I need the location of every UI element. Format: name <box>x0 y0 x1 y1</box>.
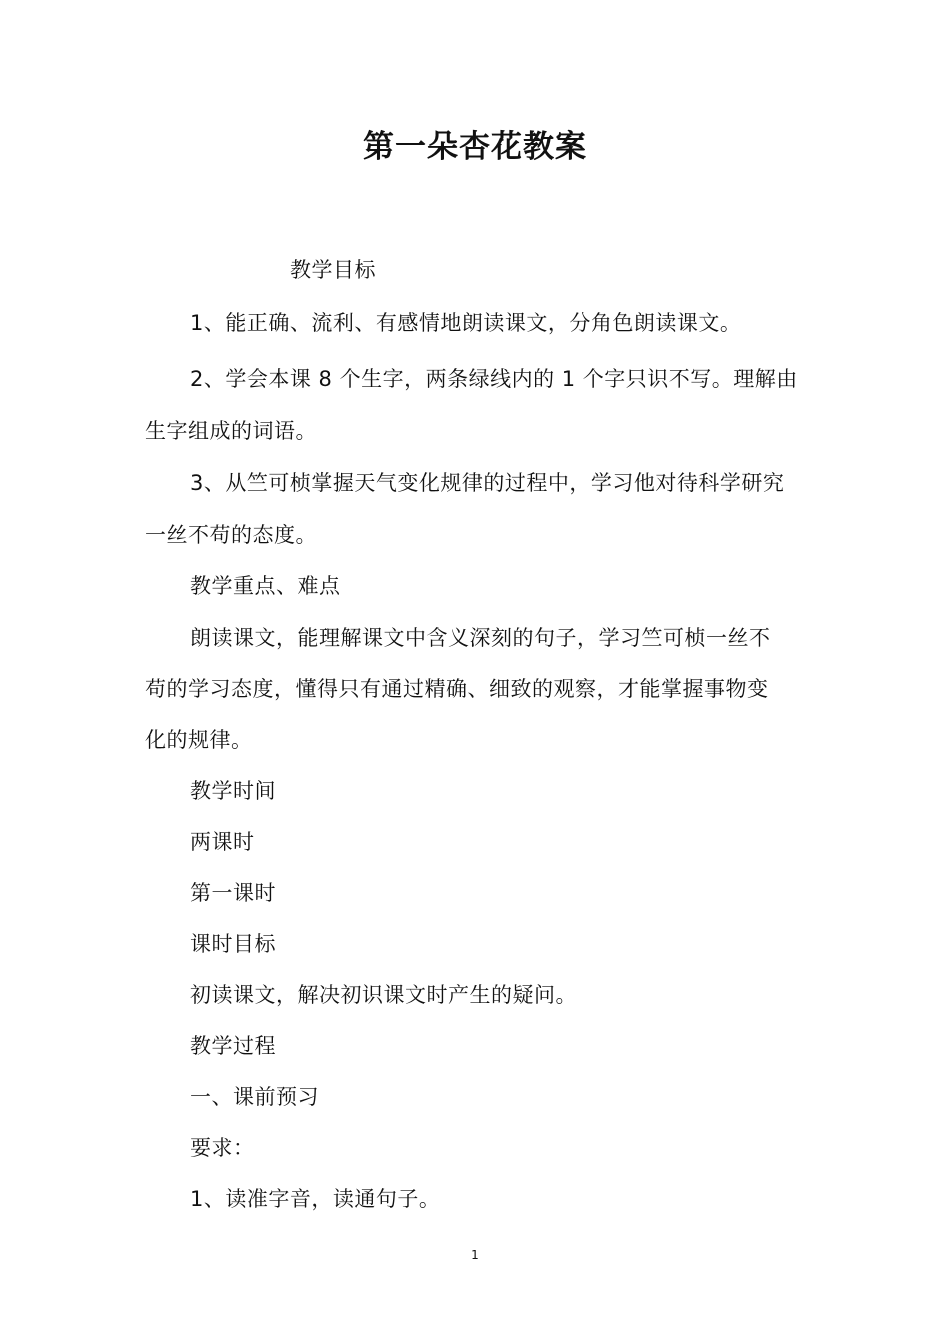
lesson-objective-heading: 课时目标 <box>190 932 276 956</box>
page-title: 第一朵杏花教案 <box>363 129 587 165</box>
teaching-process-heading: 教学过程 <box>190 1034 276 1058</box>
objective-2-continued: 生字组成的词语。 <box>145 419 317 443</box>
objectives-heading: 教学目标 <box>290 258 376 282</box>
key-points-heading: 教学重点、难点 <box>190 574 341 598</box>
preview-section-heading: 一、课前预习 <box>190 1085 319 1109</box>
teaching-time-value: 两课时 <box>190 830 255 854</box>
objective-3: 3、从竺可桢掌握天气变化规律的过程中，学习他对待科学研究 <box>190 471 785 495</box>
page-number: 1 <box>471 1248 479 1262</box>
lesson-objective-text: 初读课文，解决初识课文时产生的疑问。 <box>190 983 577 1007</box>
objective-2: 2、学会本课 8 个生字，两条绿线内的 1 个字只识不写。理解由 <box>190 367 798 391</box>
key-points-text-continued: 苟的学习态度，懂得只有通过精确、细致的观察，才能掌握事物变 <box>145 677 769 701</box>
requirements-label: 要求： <box>190 1136 255 1160</box>
teaching-time-heading: 教学时间 <box>190 779 276 803</box>
key-points-text: 朗读课文，能理解课文中含义深刻的句子，学习竺可桢一丝不 <box>190 626 771 650</box>
objective-3-continued: 一丝不苟的态度。 <box>145 523 317 547</box>
objective-1: 1、能正确、流利、有感情地朗读课文，分角色朗读课文。 <box>190 311 742 335</box>
first-lesson-heading: 第一课时 <box>190 881 276 905</box>
requirement-1: 1、读准字音，读通句子。 <box>190 1187 441 1211</box>
key-points-text-end: 化的规律。 <box>145 728 253 752</box>
